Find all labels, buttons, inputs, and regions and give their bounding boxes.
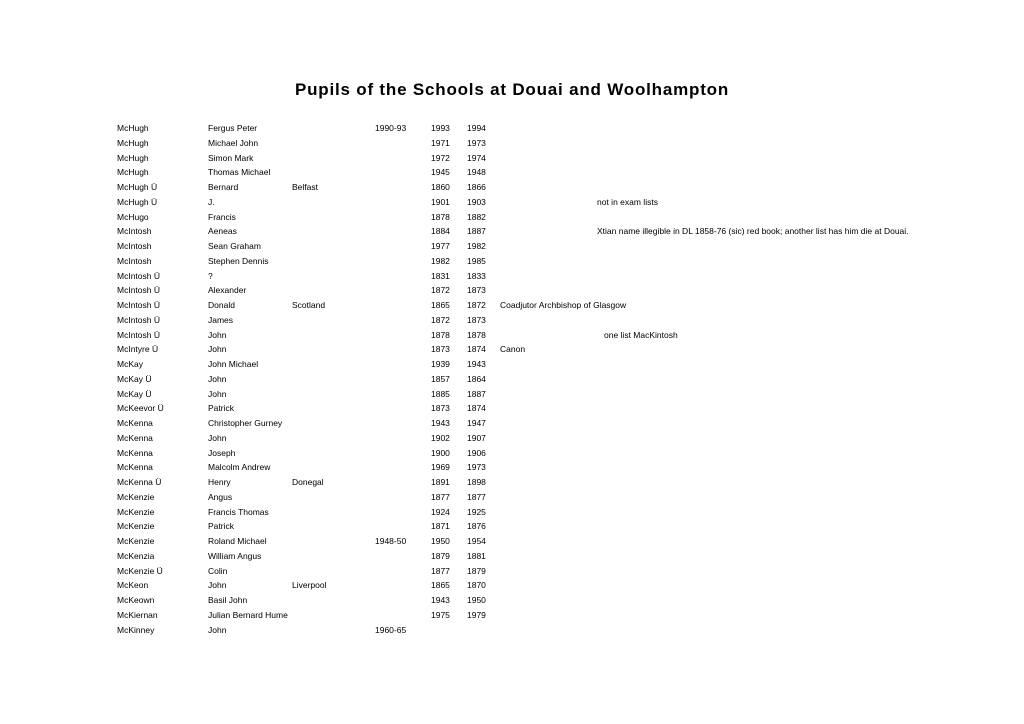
record-start-year: 1977 [431, 241, 450, 251]
table-row [117, 475, 997, 490]
table-row [117, 372, 997, 387]
record-surname: McIntosh Ü [117, 285, 160, 296]
record-surname: McKenna [117, 447, 153, 458]
record-start-year: 1872 [431, 285, 450, 296]
record-start-year: 1891 [431, 477, 450, 487]
record-surname: McIntosh Ü [117, 314, 160, 325]
record-start-year: 1971 [431, 137, 450, 148]
record-surname: McIntosh [117, 226, 152, 237]
record-start-year: 1865 [431, 580, 450, 591]
table-row [117, 195, 997, 210]
table-row [117, 490, 997, 505]
record-surname: McIntosh Ü [117, 329, 160, 340]
record-forename: Francis [208, 211, 236, 222]
record-place: Scotland [292, 300, 326, 310]
record-forename: Colin [208, 565, 228, 576]
record-forename: Patrick [208, 521, 234, 532]
record-end-year: 1994 [467, 123, 486, 133]
record-forename: ? [208, 270, 213, 281]
record-start-year: 1884 [431, 226, 450, 237]
record-forename: William Angus [208, 550, 262, 561]
record-start-year: 1878 [431, 211, 450, 222]
table-row [117, 328, 997, 343]
record-start-year: 1871 [431, 521, 450, 532]
record-start-year: 1939 [431, 359, 450, 369]
record-end-year: 1874 [467, 403, 486, 414]
record-surname: McKay Ü [117, 388, 152, 399]
record-forename: Sean Graham [208, 241, 261, 251]
record-forename: Simon Mark [208, 152, 254, 163]
record-end-year: 1948 [467, 167, 486, 178]
record-start-year: 1982 [431, 255, 450, 266]
table-row [117, 534, 997, 549]
record-start-year: 1901 [431, 196, 450, 207]
record-end-year: 1947 [467, 418, 486, 428]
record-end-year: 1898 [467, 477, 486, 487]
table-row [117, 608, 997, 623]
record-surname: McIntosh [117, 241, 152, 251]
record-surname: McKinney [117, 624, 155, 635]
record-forename: Henry [208, 477, 231, 487]
table-row [117, 578, 997, 593]
table-row [117, 254, 997, 269]
record-surname: McKay [117, 359, 143, 369]
record-forename: Stephen Dennis [208, 255, 269, 266]
record-forename: Angus [208, 491, 233, 502]
record-surname: McHugh [117, 137, 149, 148]
table-row [117, 387, 997, 402]
record-start-year: 1877 [431, 565, 450, 576]
record-start-year: 1885 [431, 388, 450, 399]
record-end-year: 1974 [467, 152, 486, 163]
record-start-year: 1877 [431, 491, 450, 502]
record-year-range: 1960-65 [375, 624, 407, 635]
record-start-year: 1945 [431, 167, 450, 178]
record-start-year: 1878 [431, 329, 450, 340]
record-surname: McHugh [117, 167, 149, 178]
record-start-year: 1831 [431, 270, 450, 281]
table-row [117, 342, 997, 357]
record-end-year: 1833 [467, 270, 486, 281]
table-row [117, 593, 997, 608]
record-end-year: 1925 [467, 506, 486, 517]
table-row [117, 505, 997, 520]
table-row [117, 269, 997, 284]
record-surname: McIntyre Ü [117, 344, 159, 355]
record-end-year: 1876 [467, 521, 486, 532]
record-end-year: 1874 [467, 344, 486, 355]
record-surname: McIntosh [117, 255, 152, 266]
record-forename: Patrick [208, 403, 234, 414]
record-start-year: 1860 [431, 182, 450, 192]
record-end-year: 1881 [467, 550, 486, 561]
record-forename: Julian Bernard Hume [208, 609, 288, 620]
record-surname: McKenna Ü [117, 477, 162, 487]
record-surname: McKeown [117, 595, 155, 605]
record-forename: Roland Michael [208, 536, 267, 546]
record-forename: Aeneas [208, 226, 237, 237]
record-start-year: 1900 [431, 447, 450, 458]
table-row [117, 210, 997, 225]
record-forename: Malcolm Andrew [208, 462, 271, 473]
record-surname: McHugh [117, 152, 149, 163]
table-row [117, 431, 997, 446]
record-end-year: 1982 [467, 241, 486, 251]
record-start-year: 1902 [431, 432, 450, 443]
table-row [117, 151, 997, 166]
table-row [117, 298, 997, 313]
record-forename: John [208, 388, 227, 399]
table-row [117, 283, 997, 298]
record-end-year: 1872 [467, 300, 486, 310]
record-end-year: 1877 [467, 491, 486, 502]
record-start-year: 1873 [431, 403, 450, 414]
record-end-year: 1873 [467, 314, 486, 325]
table-row [117, 519, 997, 534]
pupil-records-list [117, 121, 997, 637]
record-surname: McKenzie [117, 536, 155, 546]
record-forename: Fergus Peter [208, 123, 258, 133]
table-row [117, 224, 997, 239]
record-end-year: 1873 [467, 285, 486, 296]
record-surname: McHugh Ü [117, 182, 158, 192]
record-surname: McKenna [117, 418, 153, 428]
record-start-year: 1865 [431, 300, 450, 310]
record-start-year: 1924 [431, 506, 450, 517]
record-start-year: 1873 [431, 344, 450, 355]
record-year-range: 1990-93 [375, 123, 407, 133]
record-note: Xtian name illegible in DL 1858-76 (sic) red book; another list has him die at Douai. [597, 226, 909, 237]
record-start-year: 1943 [431, 418, 450, 428]
record-forename: John [208, 432, 227, 443]
record-year-range: 1948-50 [375, 536, 407, 546]
record-start-year: 1857 [431, 373, 450, 384]
record-surname: McHugh [117, 123, 149, 133]
record-end-year: 1907 [467, 432, 486, 443]
record-surname: McIntosh Ü [117, 270, 160, 281]
record-start-year: 1993 [431, 123, 450, 133]
table-row [117, 136, 997, 151]
table-row [117, 549, 997, 564]
record-note: one list MacKintosh [604, 329, 678, 340]
record-end-year: 1906 [467, 447, 486, 458]
table-row [117, 416, 997, 431]
record-forename: Donald [208, 300, 235, 310]
record-forename: Thomas Michael [208, 167, 271, 178]
record-surname: McKeevor Ü [117, 403, 164, 414]
table-row [117, 357, 997, 372]
record-surname: McKenna [117, 462, 153, 473]
record-surname: McKenzie [117, 521, 155, 532]
record-forename: Alexander [208, 285, 247, 296]
record-end-year: 1954 [467, 536, 486, 546]
record-forename: John [208, 373, 227, 384]
record-forename: James [208, 314, 234, 325]
table-row [117, 564, 997, 579]
record-end-year: 1879 [467, 565, 486, 576]
record-note: Coadjutor Archbishop of Glasgow [500, 300, 627, 310]
record-forename: Basil John [208, 595, 248, 605]
record-surname: McKenzie Ü [117, 565, 163, 576]
record-end-year: 1878 [467, 329, 486, 340]
record-surname: McHugh Ü [117, 196, 158, 207]
record-place: Belfast [292, 182, 318, 192]
table-row [117, 460, 997, 475]
record-forename: J. [208, 196, 215, 207]
record-surname: McKenzie [117, 506, 155, 517]
record-start-year: 1943 [431, 595, 450, 605]
record-forename: John [208, 580, 227, 591]
record-end-year: 1864 [467, 373, 486, 384]
table-row [117, 446, 997, 461]
record-end-year: 1979 [467, 609, 486, 620]
record-end-year: 1882 [467, 211, 486, 222]
page-title: Pupils of the Schools at Douai and Woolhampton [294, 80, 730, 99]
table-row [117, 313, 997, 328]
record-end-year: 1866 [467, 182, 486, 192]
record-forename: John [208, 624, 227, 635]
record-surname: McKenna [117, 432, 153, 443]
record-start-year: 1879 [431, 550, 450, 561]
record-surname: McIntosh Ü [117, 300, 160, 310]
record-place: Donegal [292, 477, 324, 487]
record-end-year: 1973 [467, 462, 486, 473]
record-forename: John Michael [208, 359, 259, 369]
table-row [117, 401, 997, 416]
record-forename: Christopher Gurney [208, 418, 283, 428]
record-end-year: 1887 [467, 226, 486, 237]
record-end-year: 1887 [467, 388, 486, 399]
record-surname: McKiernan [117, 609, 158, 620]
record-start-year: 1975 [431, 609, 450, 620]
record-forename: Bernard [208, 182, 239, 192]
record-note: not in exam lists [597, 196, 658, 207]
record-forename: Francis Thomas [208, 506, 269, 517]
record-forename: John [208, 344, 227, 355]
record-surname: McKenzie [117, 491, 155, 502]
table-row [117, 180, 997, 195]
record-end-year: 1973 [467, 137, 486, 148]
record-surname: McKenzia [117, 550, 155, 561]
record-end-year: 1870 [467, 580, 486, 591]
record-forename: John [208, 329, 227, 340]
record-place: Liverpool [292, 580, 327, 591]
record-start-year: 1950 [431, 536, 450, 546]
table-row [117, 623, 997, 638]
record-forename: Joseph [208, 447, 236, 458]
table-row [117, 239, 997, 254]
record-start-year: 1872 [431, 314, 450, 325]
record-surname: McHugo [117, 211, 149, 222]
record-end-year: 1943 [467, 359, 486, 369]
table-row [117, 165, 997, 180]
record-start-year: 1969 [431, 462, 450, 473]
record-end-year: 1985 [467, 255, 486, 266]
record-note: Canon [500, 344, 526, 355]
record-forename: Michael John [208, 137, 259, 148]
record-end-year: 1950 [467, 595, 486, 605]
record-start-year: 1972 [431, 152, 450, 163]
table-row [117, 121, 997, 136]
record-end-year: 1903 [467, 196, 486, 207]
record-surname: McKeon [117, 580, 149, 591]
record-surname: McKay Ü [117, 373, 152, 384]
